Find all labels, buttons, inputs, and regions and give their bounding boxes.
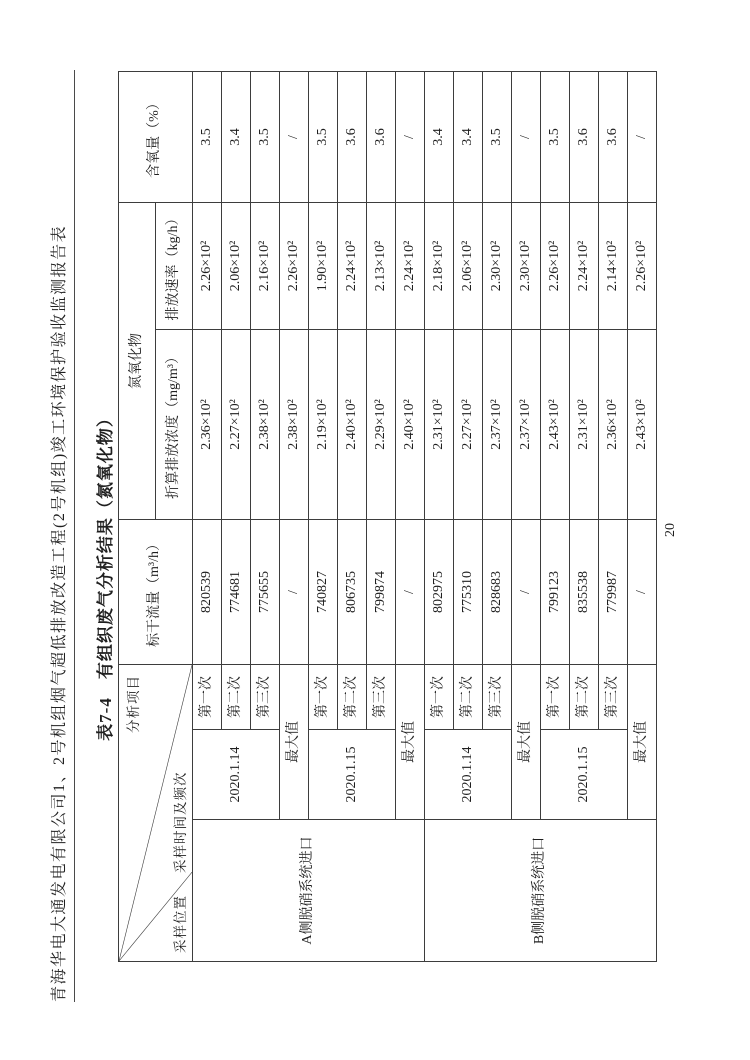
concentration-value-cell: 2.31×10² (570, 329, 599, 519)
running-header: 青海华电大通发电有限公司1、2号机组烟气超低排放改造工程(2号机组)竣工环境保护验收监测报告表 (51, 224, 68, 1002)
header-divider (74, 70, 75, 1002)
frequency-cell: 第二次 (222, 664, 251, 729)
concentration-value-cell: 2.38×10² (280, 329, 309, 519)
oxygen-value-cell: 3.6 (338, 71, 367, 202)
corner-label-analysis-item: 分析项目 (126, 674, 141, 733)
header-concentration: 折算排放浓度（mg/m³） (156, 329, 193, 519)
rate-value-cell: 2.30×10² (512, 202, 541, 329)
location-cell: A侧脱硝系统进口 (193, 820, 425, 962)
rate-value-cell: 2.06×10² (222, 202, 251, 329)
oxygen-value-cell: 3.5 (483, 71, 512, 202)
flow-value-cell: 799123 (541, 519, 570, 664)
oxygen-value-cell: 3.6 (599, 71, 628, 202)
frequency-cell: 第三次 (599, 664, 628, 729)
frequency-cell: 第三次 (483, 664, 512, 729)
concentration-value-cell: 2.43×10² (541, 329, 570, 519)
rate-value-cell: 1.90×10² (309, 202, 338, 329)
header-nox-group: 氮氧化物 (119, 202, 156, 519)
date-cell: 2020.1.15 (309, 730, 396, 820)
flow-value-cell: 820539 (193, 519, 222, 664)
flow-value-cell: 835538 (570, 519, 599, 664)
concentration-value-cell: 2.43×10² (628, 329, 657, 519)
flow-value-cell: 799874 (367, 519, 396, 664)
flow-value-cell: 775655 (251, 519, 280, 664)
oxygen-value-cell: 3.5 (193, 71, 222, 202)
concentration-value-cell: 2.27×10² (454, 329, 483, 519)
oxygen-value-cell: 3.4 (454, 71, 483, 202)
flow-value-cell: 775310 (454, 519, 483, 664)
date-cell: 2020.1.14 (193, 730, 280, 820)
oxygen-value-cell: / (628, 71, 657, 202)
table-title: 表7-4 有组织废气分析结果（氮氧化物） (96, 409, 115, 741)
rate-value-cell: 2.13×10² (367, 202, 396, 329)
location-cell: B侧脱硝系统进口 (425, 820, 657, 962)
concentration-value-cell: 2.37×10² (512, 329, 541, 519)
rate-value-cell: 2.24×10² (396, 202, 425, 329)
oxygen-value-cell: 3.5 (309, 71, 338, 202)
flow-value-cell: 779987 (599, 519, 628, 664)
oxygen-value-cell: / (512, 71, 541, 202)
flow-value-cell: 802975 (425, 519, 454, 664)
concentration-value-cell: 2.27×10² (222, 329, 251, 519)
date-cell: 2020.1.15 (541, 730, 628, 820)
flow-value-cell: 740827 (309, 519, 338, 664)
rate-value-cell: 2.26×10² (193, 202, 222, 329)
date-cell: 2020.1.14 (425, 730, 512, 820)
oxygen-value-cell: 3.4 (425, 71, 454, 202)
frequency-cell: 第一次 (309, 664, 338, 729)
oxygen-value-cell: 3.6 (367, 71, 396, 202)
frequency-cell: 第二次 (570, 664, 599, 729)
concentration-value-cell: 2.40×10² (338, 329, 367, 519)
rate-value-cell: 2.26×10² (541, 202, 570, 329)
concentration-value-cell: 2.29×10² (367, 329, 396, 519)
concentration-value-cell: 2.36×10² (599, 329, 628, 519)
rate-value-cell: 2.06×10² (454, 202, 483, 329)
flow-value-cell: 806735 (338, 519, 367, 664)
flow-value-cell: / (280, 519, 309, 664)
flow-value-cell: / (512, 519, 541, 664)
frequency-cell: 第一次 (541, 664, 570, 729)
rate-value-cell: 2.30×10² (483, 202, 512, 329)
header-flow: 标干流量（m³/h） (119, 519, 193, 664)
rate-value-cell: 2.24×10² (338, 202, 367, 329)
concentration-value-cell: 2.31×10² (425, 329, 454, 519)
max-label-cell: 最大值 (396, 664, 425, 819)
concentration-value-cell: 2.40×10² (396, 329, 425, 519)
corner-label-sampling-position: 采样位置 (173, 895, 189, 953)
oxygen-value-cell: 3.4 (222, 71, 251, 202)
concentration-value-cell: 2.38×10² (251, 329, 280, 519)
oxygen-value-cell: 3.6 (570, 71, 599, 202)
rate-value-cell: 2.18×10² (425, 202, 454, 329)
max-label-cell: 最大值 (280, 664, 309, 819)
header-oxygen: 含氧量（%） (119, 71, 193, 202)
flow-value-cell: / (628, 519, 657, 664)
rate-value-cell: 2.24×10² (570, 202, 599, 329)
header-rate: 排放速率（kg/h） (156, 202, 193, 329)
frequency-cell: 第一次 (425, 664, 454, 729)
oxygen-value-cell: / (396, 71, 425, 202)
frequency-cell: 第三次 (367, 664, 396, 729)
corner-label-sampling-time: 采样时间及频次 (173, 771, 189, 873)
analysis-results-table (118, 71, 657, 962)
frequency-cell: 第三次 (251, 664, 280, 729)
oxygen-value-cell: 3.5 (541, 71, 570, 202)
corner-cell (119, 664, 193, 961)
concentration-value-cell: 2.19×10² (309, 329, 338, 519)
flow-value-cell: 828683 (483, 519, 512, 664)
frequency-cell: 第二次 (454, 664, 483, 729)
oxygen-value-cell: / (280, 71, 309, 202)
frequency-cell: 第二次 (338, 664, 367, 729)
rate-value-cell: 2.26×10² (628, 202, 657, 329)
page-number: 20 (663, 523, 678, 537)
max-label-cell: 最大值 (512, 664, 541, 819)
concentration-value-cell: 2.37×10² (483, 329, 512, 519)
rate-value-cell: 2.14×10² (599, 202, 628, 329)
rate-value-cell: 2.26×10² (280, 202, 309, 329)
frequency-cell: 第一次 (193, 664, 222, 729)
max-label-cell: 最大值 (628, 664, 657, 819)
flow-value-cell: / (396, 519, 425, 664)
flow-value-cell: 774681 (222, 519, 251, 664)
rate-value-cell: 2.16×10² (251, 202, 280, 329)
oxygen-value-cell: 3.5 (251, 71, 280, 202)
concentration-value-cell: 2.36×10² (193, 329, 222, 519)
